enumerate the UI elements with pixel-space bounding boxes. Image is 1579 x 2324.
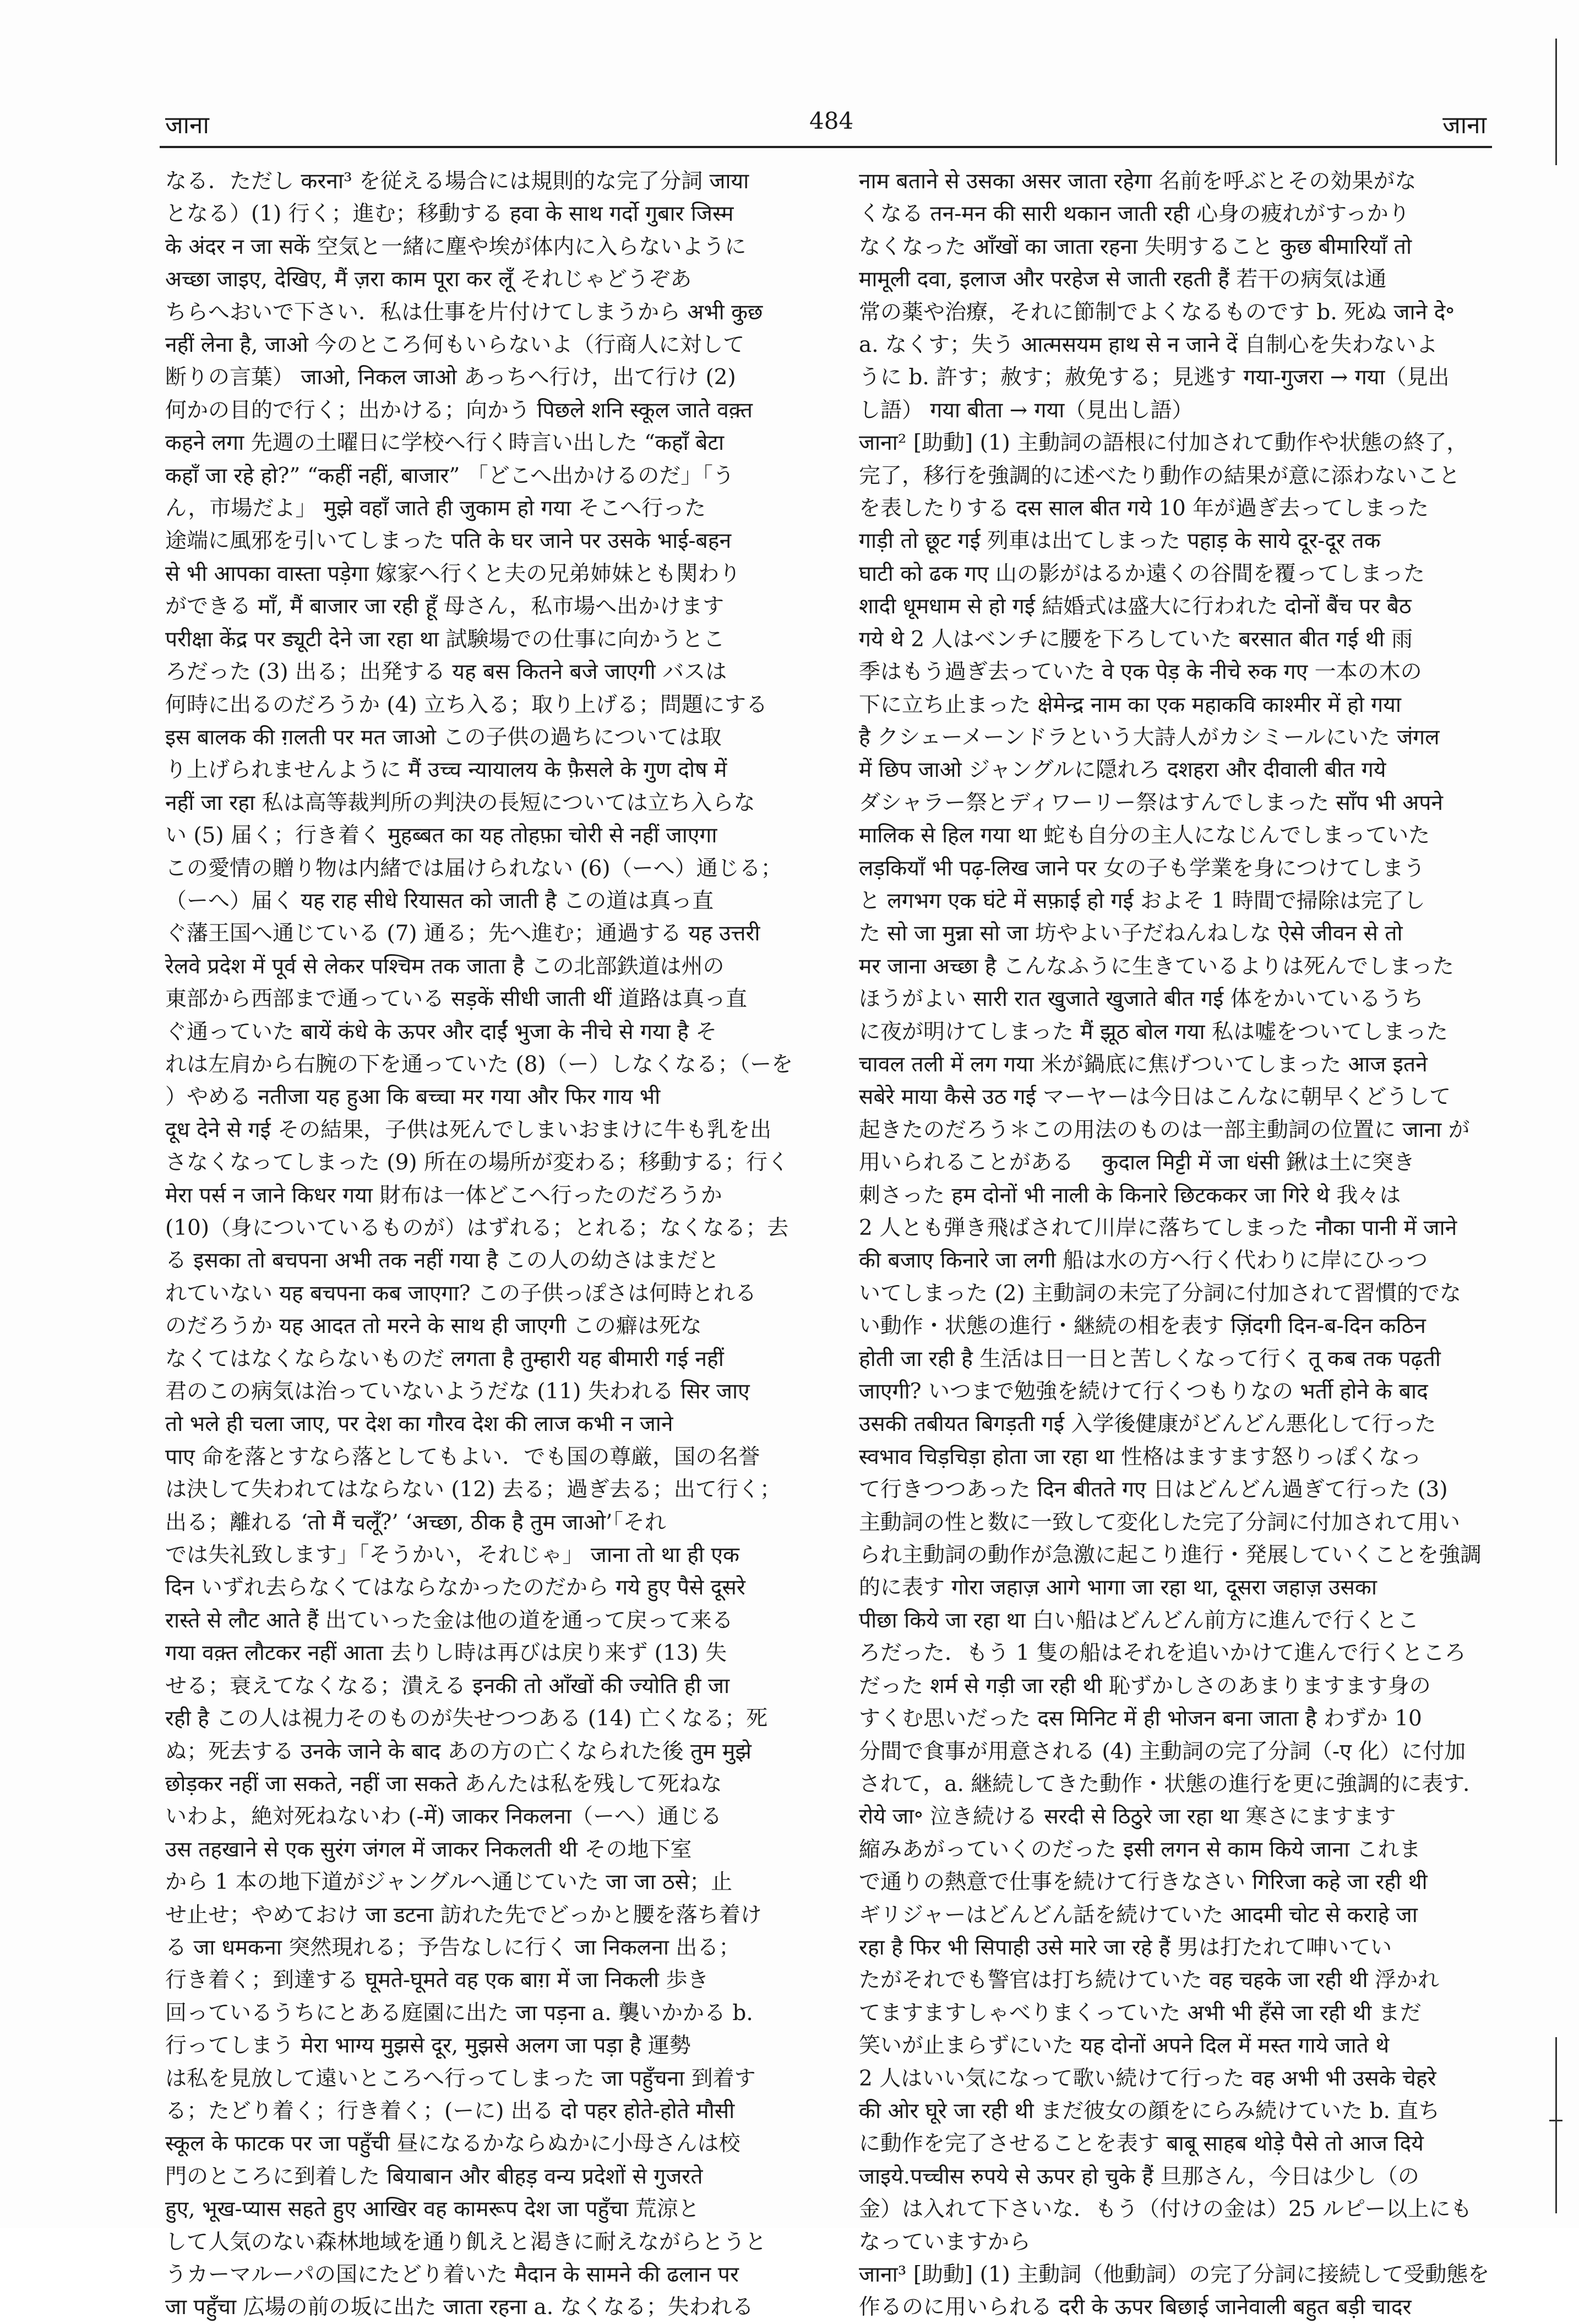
text-line: ん，市場だよ」 मुझे वहाँ जाते ही जुकाम हो गया そこへ行った <box>165 496 706 521</box>
text-line: 君のこの病気は治っていないようだな (11) 失われる सिर जाए <box>165 1379 750 1405</box>
text-line: のだろうか यह आदत तो मरने के साथ ही जाएगी この癖は死な <box>165 1314 702 1339</box>
text-line: る；たどり着く；行き着く；(ーに) 出る दो पहर होते-होते मौसी <box>165 2098 735 2124</box>
text-line: （ーへ）届く यह राह सीधे रियासत को जाती है この道は真っ直 <box>165 888 714 913</box>
text-line: स्वभाव चिड़चिड़ा होता जा रहा था 性格はますます怒りっぽくなっ <box>859 1444 1422 1469</box>
text-line: して人気のない森林地域を通り飢えと渇きに耐えながらとうと <box>165 2229 767 2255</box>
text-line: स्कूल के फाटक पर जा पहुँची 昼になるかならぬかに小母さんは校 <box>165 2131 741 2157</box>
text-line: せ止せ；やめておけ जा डटना 訪れた先でどっかと腰を落ち着け <box>165 1902 762 1928</box>
text-line: ろだった (3) 出る；出発する यह बस कितने बजे जाएगी バスは <box>165 660 727 685</box>
text-line: लड़कियाँ भी पढ़-लिख जाने पर 女の子も学業を身につけてしまう <box>859 856 1425 881</box>
text-line: चावल तली में लग गया 米が鍋底に焦げついてしまった आज इतने <box>859 1052 1428 1077</box>
text-line: मालिक से हिल गया था 蛇も自分の主人になじんでしまっていた <box>859 823 1430 848</box>
text-line: रहा है फिर भी सिपाही उसे मारे जा रहे हैं 男は打たれて呻いてい <box>859 1935 1392 1960</box>
text-line: जा पहुँचा 広場の前の坂に出た जाता रहना a. なくなる；失われる <box>165 2295 754 2320</box>
text-line: a. なくす；失う आत्मसयम हाथ से न जाने दें 自制心を失わないよ <box>859 333 1438 358</box>
text-line: परीक्षा केंद्र पर ड्यूटी देने जा रहा था 試験場での仕事に向かうとこ <box>165 627 725 652</box>
text-line: り上げられませんように मैं उच्च न्यायालय के फ़ैसले के गुण दोष में <box>165 758 727 783</box>
text-line: となる）(1) 行く；進む；移動する हवा के साथ गर्दो गुबार जिस्म <box>165 202 734 227</box>
text-line: られ主動詞の動作が急激に起こり進行・発展していくことを強調 <box>859 1543 1482 1568</box>
text-line: た सो जा मुन्ना सो जा 坊やよい子だねんねしな ऐसे जीवन से तो <box>859 921 1403 946</box>
text-line: い (5) 届く；行き着く मुहब्बत का यह तोहफ़ा चोरी से नहीं जाएगा <box>165 823 717 848</box>
text-line: い動作・状態の進行・継続の相を表す ज़िंदगी दिन-ब-दिन कठिन <box>859 1314 1426 1339</box>
text-line: 何かの目的で行く；出かける；向かう पिछले शनि स्कूल जाते वक़्त <box>165 398 753 423</box>
text-line: घाटी को ढक गए 山の影がはるか遠くの谷間を覆ってしまった <box>859 561 1425 586</box>
text-line: 東部から西部まで通っている सड़कें सीधी जाती थीं 道路は真っ直 <box>165 987 748 1012</box>
text-line: मेरा पर्स न जाने किधर गया 財布は一体どこへ行ったのだろうか <box>165 1183 722 1208</box>
text-line: 用いられることがある कुदाल मिट्टी में जा धंसी 鍬は土に突き <box>859 1150 1415 1175</box>
text-line: 刺さった हम दोनों भी नाली के किनारे छिटककर जा गिरे थे 我々は <box>859 1183 1401 1208</box>
text-line: की ओर घूरे जा रही थी まだ彼女の顔をにらみ続けていた b. 直ち <box>859 2098 1440 2124</box>
text-line: は私を見放して遠いところへ行ってしまった जा पहुँचना 到着す <box>165 2066 756 2091</box>
text-line: いてしまった (2) 主動詞の未完了分詞に付加されて習慣的でな <box>859 1281 1462 1306</box>
header-rule <box>160 146 1492 148</box>
text-line: अच्छा जाइए, देखिए, मैं ज़रा काम पूरा कर लूँ それじゃどうぞあ <box>165 267 692 292</box>
text-line: कहाँ जा रहे हो?” “कहीं नहीं, बाजार” 「どこへ出かけるのだ」「う <box>165 463 734 488</box>
text-line: होती जा रही है 生活は日一日と苦しくなって行く तू कब तक पढ़ती <box>859 1346 1441 1371</box>
text-line: गाड़ी तो छूट गई 列車は出てしまった पहाड़ के साये दूर-दूर तक <box>859 529 1381 554</box>
running-headword-right: जाना <box>1442 111 1487 139</box>
text-line: いわよ，絶対死ねないわ (-में) जाकर निकलना（ーへ）通じる <box>165 1804 722 1830</box>
text-line: नहीं लेना है, जाओ 今のところ何もいらないよ（行商人に対して <box>165 333 745 358</box>
text-line: 回っているうちにとある庭園に出た जा पड़ना a. 襲いかかる b. <box>165 2000 753 2026</box>
text-line: て行きつつあった दिन बीतते गए 日はどんどん過ぎて行った (3) <box>859 1477 1448 1503</box>
text-line: 完了，移行を強調的に述べたり動作の結果が意に添わないこと <box>859 463 1461 488</box>
text-line: नाम बताने से उसका असर जाता रहेगा 名前を呼ぶとその効果がな <box>859 169 1417 194</box>
text-line: されて，a. 継続してきた動作・状態の進行を更に強調的に表す． <box>859 1771 1485 1797</box>
text-line: 行ってしまう मेरा भाग्य मुझसे दूर, मुझसे अलग जा पड़ा है 運勢 <box>165 2033 691 2059</box>
text-line: この愛情の贈り物は内緒では届けられない (6)（ーへ）通じる； <box>165 856 782 881</box>
text-line: से भी आपका वास्ता पड़ेगा 嫁家へ行くと夫の兄弟姉妹とも関わり <box>165 561 741 586</box>
text-line: ギリジャーはどんどん話を続けていた आदमी चोट से कराहे जा <box>859 1902 1418 1928</box>
page-header <box>165 107 1487 146</box>
text-line: के अंदर न जा सकें 空気と一緒に塵や埃が体内に入らないように <box>165 234 747 259</box>
text-line: る जा धमकना 突然現れる；予告なしに行く जा निकलना 出る； <box>165 1935 741 1960</box>
text-line: さなくなってしまった (9) 所在の場所が変わる；移動する；行く <box>165 1150 790 1175</box>
text-line: (10)（身についているものが）はずれる；とれる；なくなる；去 <box>165 1216 789 1240</box>
text-line: जाना³ [助動] (1) 主動詞（他動詞）の完了分詞に接続して受動態を <box>859 2262 1490 2287</box>
text-line: में छिप जाओ ジャングルに隠れろ दशहरा और दीवाली बीत गये <box>859 758 1386 783</box>
text-line: शादी धूमधाम से हो गई 結婚式は盛大に行われた दोनों बैंच पर बैठ <box>859 594 1412 619</box>
text-line: 起きたのだろう＊この用法のものは一部主動詞の位置に जाना が <box>859 1117 1470 1142</box>
text-line: दिन いずれ去らなくてはならなかったのだから गये हुए पैसे दूसरे <box>165 1575 745 1601</box>
text-line: जाएगी? いつまで勉強を続けて行くつもりなの भर्ती होने के बाद <box>859 1379 1428 1405</box>
text-line: मामूली दवा, इलाज और परहेज से जाती रहती हैं 若干の病気は通 <box>859 267 1387 292</box>
text-line: で通りの熱意で仕事を続けて行きなさい गिरिजा कहे जा रही थी <box>859 1870 1428 1895</box>
text-line: 途端に風邪を引いてしまった पति के घर जाने पर उसके भाई-बहन <box>165 529 732 554</box>
text-line: 作るのに用いられる दरी के ऊपर बिछाई जानेवाली बहुत बड़ी चादर <box>859 2295 1412 2320</box>
text-line: から 1 本の地下道がジャングルへ通じていた जा जा ठसे；止 <box>165 1870 733 1895</box>
text-line: れていない यह बचपना कब जाएगा? この子供っぽさは何時とれる <box>165 1281 757 1306</box>
text-line: ちらへおいで下さい．私は仕事を片付けてしまうから अभी कुछ <box>165 300 763 325</box>
text-line: उस तहखाने से एक सुरंग जंगल में जाकर निकलती थी その地下室 <box>165 1837 692 1862</box>
text-line: なくなった आँखों का जाता रहना 失明すること कुछ बीमारियाँ तो <box>859 234 1412 259</box>
text-line: 的に表す गोरा जहाज़ आगे भागा जा रहा था, दूसरा जहाज़ उसका <box>859 1575 1377 1601</box>
text-line: なっていますから <box>859 2229 1031 2255</box>
text-line: कहने लगा 先週の土曜日に学校へ行く時言い出した “कहाँ बेटा <box>165 431 725 456</box>
text-line: इस बालक की ग़लती पर मत जाओ この子供の過ちについては取 <box>165 725 722 750</box>
text-line: छोड़कर नहीं जा सकते, नहीं जा सकते あんたは私を残して死ねな <box>165 1771 722 1797</box>
margin-tick <box>1549 2120 1562 2121</box>
text-line: 縮みあがっていくのだった इसी लगन से काम किये जाना これま <box>859 1837 1421 1862</box>
text-line: तो भले ही चला जाए, पर देश का गौरव देश की लाज कभी न जाने <box>165 1412 673 1437</box>
text-line: उसकी तबीयत बिगड़ती गई 入学後健康がどんどん悪化して行った <box>859 1412 1436 1437</box>
text-line: 門のところに到着した बियाबान और बीहड़ वन्य प्रदेशों से गुजरते <box>165 2164 703 2189</box>
text-line: てますますしゃべりまくっていた अभी भी हँसे जा रही थी まだ <box>859 2000 1422 2026</box>
text-line: る इसका तो बचपना अभी तक नहीं गया है この人の幼さはまだと <box>165 1248 720 1273</box>
text-line: なくてはなくならないものだ लगता है तुम्हारी यह बीमारी गई नहीं <box>165 1346 724 1371</box>
text-line: 何時に出るのだろうか (4) 立ち入る；取り上げる；問題にする <box>165 692 768 717</box>
text-line: は決して失われてはならない (12) 去る；過ぎ去る；出て行く； <box>165 1477 781 1503</box>
text-line: 2 人とも弾き飛ばされて川岸に落ちてしまった नौका पानी में जाने <box>859 1216 1457 1240</box>
text-line: せる；衰えてなくなる；潰える इनकी तो आँखों की ज्योति ही जा <box>165 1673 730 1699</box>
text-line: と लगभग एक घंटे में सफ़ाई हो गई およそ 1 時間で掃除は完了し <box>859 888 1425 913</box>
text-line: 下に立ち止まった क्षेमेन्द्र नाम का एक महाकवि काश्मीर में हो गया <box>859 692 1401 717</box>
text-line: なる．ただし करना³ を従える場合には規則的な完了分詞 जाया <box>165 169 749 194</box>
margin-rule <box>1555 39 1557 165</box>
text-line: 断りの言葉） जाओ, निकल जाओ あっちへ行け，出て行け (2) <box>165 365 736 390</box>
text-line: जाइये.पच्चीस रुपये से ऊपर हो चुके हैं 旦那さん，今日は少し（の <box>859 2164 1419 2189</box>
text-line: गया वक़्त लौटकर नहीं आता 去りし時は再びは戻り来ず (13) 失 <box>165 1641 727 1666</box>
text-line: मर जाना अच्छा है こんなふうに生きているよりは死んでしまった <box>859 954 1454 979</box>
text-line: की बजाए किनारे जा लगी 船は水の方へ行く代わりに岸にひっつ <box>859 1248 1428 1273</box>
text-line: गये थे 2 人はベンチに腰を下ろしていた बरसात बीत गई थी 雨 <box>859 627 1413 652</box>
text-line: 2 人はいい気になって歌い続けて行った वह अभी भी उसके चेहरे <box>859 2066 1436 2091</box>
text-line: うに b. 許す；赦す；赦免する；見逃す गया-गुजरा → गया（見出 <box>859 365 1450 390</box>
text-line: नहीं जा रहा 私は高等裁判所の判決の長短については立ち入らな <box>165 790 755 815</box>
text-line: रेलवे प्रदेश में पूर्व से लेकर पश्चिम तक जाता है この北部鉄道は州の <box>165 954 725 979</box>
text-line: रोये जा॰ 泣き続ける सरदी से ठिठुरे जा रहा था 寒さにますます <box>859 1804 1396 1830</box>
text-line: 分間で食事が用意される (4) 主動詞の完了分詞（-ए 化）に付加 <box>859 1739 1466 1764</box>
text-line: दूध देने से गई その結果，子供は死んでしまいおまけに牛も乳を出 <box>165 1117 772 1142</box>
text-line: に動作を完了させることを表す बाबू साहब थोड़े पैसे तो आज दिये <box>859 2131 1424 2157</box>
text-line: ろだった．もう 1 隻の船はそれを追いかけて進んで行くところ <box>859 1641 1466 1666</box>
text-line: れは左肩から右腕の下を通っていた (8)（ー）しなくなる；（ーを <box>165 1052 793 1077</box>
text-line: くなる तन-मन की सारी थकान जाती रही 心身の疲れがすっかり <box>859 202 1410 227</box>
text-line: 笑いが止まらずにいた यह दोनों अपने दिल में मस्त गाये जाते थे <box>859 2033 1390 2059</box>
text-line: うカーマルーパの国にたどり着いた मैदान के सामने की ढलान पर <box>165 2262 739 2287</box>
text-line: ほうがよい सारी रात खुजाते खुजाते बीत गई 体をかいているうち <box>859 987 1424 1012</box>
text-line: たがそれでも警官は打ち続けていた वह चहके जा रही थी 浮かれ <box>859 1968 1440 1993</box>
text-line: では失礼致します」「そうかい，それじゃ」 जाना तो था ही एक <box>165 1543 739 1568</box>
right-column <box>859 165 1492 2320</box>
text-line: 出る；離れる ‘तो मैं चलूँ?’ ‘अच्छा, ठीक है तुम जाओ’「それ <box>165 1510 666 1535</box>
text-line: रही है この人は視力そのものが失せつつある (14) 亡くなる；死 <box>165 1706 768 1732</box>
text-line: रास्ते से लौट आते हैं 出ていった金は他の道を通って戻って来る <box>165 1608 733 1633</box>
text-line: 主動詞の性と数に一致して変化した完了分詞に付加されて用い <box>859 1510 1461 1535</box>
text-line: पाए 命を落とすなら落としてもよい．でも国の尊厳，国の名誉 <box>165 1444 760 1469</box>
text-line: に夜が明けてしまった मैं झूठ बोल गया 私は嘘をついてしまった <box>859 1019 1448 1044</box>
text-line: जाना² [助動] (1) 主動詞の語根に付加されて動作や状態の終了， <box>859 431 1468 456</box>
text-line: だった शर्म से गड़ी जा रही थी 恥ずかしさのあまりますます身の <box>859 1673 1431 1699</box>
text-line: し語） गया बीता → गया（見出し語） <box>859 398 1194 423</box>
text-line: すくむ思いだった दस मिनिट में ही भोजन बना जाता है わずか 10 <box>859 1706 1422 1732</box>
text-line: है クシェーメーンドラという大詩人がカシミールにいた जंगल <box>859 725 1440 750</box>
text-line: ぬ；死去する उनके जाने के बाद あの方の亡くなられた後 तुम मुझे <box>165 1739 752 1764</box>
text-line: 季はもう過ぎ去っていた वे एक पेड़ के नीचे रुक गए 一本の木の <box>859 660 1422 685</box>
text-line: ができる माँ, मैं बाजार जा रही हूँ 母さん，私市場へ出かけます <box>165 594 725 619</box>
text-line: ぐ通っていた बायें कंधे के ऊपर और दाईं भुजा के नीचे से गया है そ <box>165 1019 717 1044</box>
text-line: を表したりする दस साल बीत गये 10 年が過ぎ去ってしまった <box>859 496 1429 521</box>
text-line: ダシャラー祭とディワーリー祭はすんでしまった साँप भी अपने <box>859 790 1444 815</box>
text-line: ）やめる नतीजा यह हुआ कि बच्चा मर गया और फिर गाय भी <box>165 1085 661 1110</box>
left-column <box>165 165 798 2320</box>
text-line: 行き着く；到達する घूमते-घूमते वह एक बाग़ में जा निकली 歩き <box>165 1968 709 1993</box>
text-line: 常の薬や治療，それに節制でよくなるものです b. 死ぬ जाने दे॰ <box>859 300 1455 325</box>
text-line: 金）は入れて下さいな．もう（付けの金は）25 ルピー以上にも <box>859 2197 1472 2222</box>
running-headword-left: जाना <box>165 111 209 139</box>
text-line: हुए, भूख-प्यास सहते हुए आखिर वह कामरूप देश जा पहुँचा 荒涼と <box>165 2197 700 2222</box>
text-line: सबेरे माया कैसे उठ गई マーヤーは今日はこんなに朝早くどうして <box>859 1085 1451 1110</box>
page-number: 484 <box>809 107 854 134</box>
margin-rule <box>1555 2037 1557 2213</box>
text-line: पीछा किये जा रहा था 白い船はどんどん前方に進んで行くとこ <box>859 1608 1419 1633</box>
text-line: ぐ藩王国へ通じている (7) 通る；先へ進む；通過する यह उत्तरी <box>165 921 760 946</box>
